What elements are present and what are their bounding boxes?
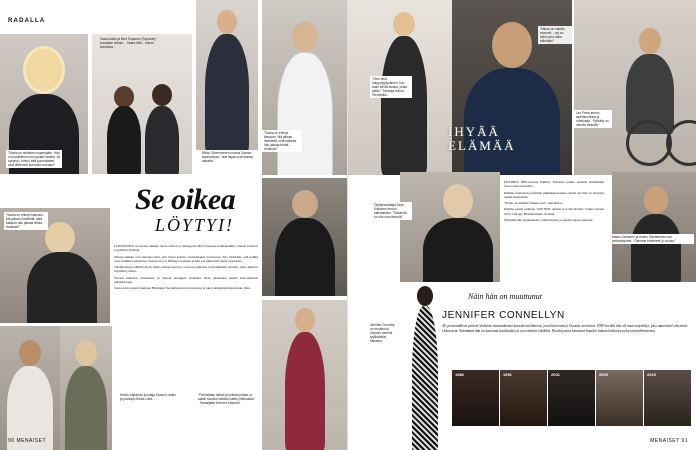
timeline-photo bbox=[644, 370, 691, 426]
photo-man-bike bbox=[574, 0, 696, 175]
timeline-photo bbox=[500, 370, 547, 426]
photo-body bbox=[423, 218, 493, 282]
paragraph: Kimmo pelasi urallaan 1108 NHL-ottelua ja voitti Stanley Cupin vuonna 2015 Chicago Blackhawksin riveissä. bbox=[504, 207, 604, 216]
timeline-year: 1991 bbox=[503, 372, 512, 377]
caption-man-grey: Marko Jantunen ja Antero Mertaranta ovat ystävystyneet. "Olemme tunteneet jo vuosia." bbox=[610, 234, 694, 244]
photo-body bbox=[631, 214, 681, 282]
paragraph: Kimmo tunnetaan parhaiten jääkiekkouraansa, mutta nyt hän on siirtynyt uusiin haasteisiin. bbox=[504, 190, 604, 199]
timeline-year: 2009 bbox=[599, 372, 608, 377]
right-page bbox=[348, 0, 696, 450]
caption-woman-red: "Olen aina huipputyytyväinen, kun saan tehdä asioita, joista pidän." Tanssija Minna Tervamäki... bbox=[370, 76, 412, 98]
photo-woman-red bbox=[262, 300, 348, 450]
photo-body bbox=[464, 68, 560, 175]
photo-head bbox=[393, 12, 415, 36]
timeline-photo bbox=[452, 370, 499, 426]
photo-head bbox=[417, 286, 433, 306]
paragraph: Tapahtumassa nähtiin myös muita tuttuja kasvoja. Lontoon juhlassa oli kymmeniä vieraita, jotka juhlivat myöhään yöhön. bbox=[114, 265, 258, 274]
page-folio-left: 90 MENAISET bbox=[8, 438, 47, 444]
caption-jennifer: Jennifer Connelly on muuttunut vuosien varrella tyylikkääksi naiseksi. bbox=[368, 322, 398, 344]
paragraph: Ohessa kaikki ovat tietoisia siitä, että Saara kohtaa vastustajansa Lontoossa. Nyt tiedetään, että kaikki ovat valmiina tukemaan. Saaran ura on lähtenyt nousuun ja hän saa jatkuvasti uusia tarjouksia. bbox=[114, 254, 258, 263]
sub-headline: Näin hän on muuttunut bbox=[468, 292, 543, 301]
timeline-photo bbox=[596, 370, 643, 426]
photo-body bbox=[275, 218, 335, 296]
photo-body bbox=[285, 332, 325, 450]
paragraph: ENTINEN NHL-pelaaja Kimmo Timonen puhuu uudesta elämästään Saara Aallon rinnalla. bbox=[504, 180, 604, 189]
headline: Se oikea bbox=[135, 183, 236, 216]
photo-head bbox=[75, 340, 97, 366]
photo-man-bottom bbox=[0, 326, 60, 450]
photo-woman-older bbox=[400, 172, 500, 282]
photo-head bbox=[217, 10, 237, 34]
photo-man-grey bbox=[612, 172, 696, 282]
article-body-right bbox=[504, 180, 604, 222]
caption-woman-older: Olympiavoittaja Tarja Kiiskinen kertoo elämästään. "Tärkeintä on olla oma itsensä." bbox=[372, 202, 412, 220]
headline-sub: LÖYTYI! bbox=[155, 215, 235, 235]
photo-body bbox=[205, 34, 249, 150]
photo-head bbox=[152, 84, 172, 106]
timeline-year: 2001 bbox=[551, 372, 560, 377]
caption-woman-right: "Saara on ehtinyt kasvuun. Mä jaksan ihmetellä, mitä kaikkea hän jaksaa tehdä... Huikeaa!" bbox=[262, 130, 302, 152]
paragraph: Vieraat kehuivat tunnelmaa ja Saaran energistä olemusta. Illan päätteeksi kaikki kokoontuivat yhteiskuvaan. bbox=[114, 275, 258, 285]
photo-body bbox=[381, 36, 427, 175]
photo-body bbox=[277, 52, 333, 175]
photo-jennifer-full bbox=[400, 282, 450, 450]
photo-head bbox=[292, 190, 318, 218]
feature-body: 49, persoonalliset piirteet yhdistää ensimmäisenä kauniin mielikuvan, jossa hän esiintyi Oscarin arvoisesti. 1980-luvulla hän oli nuori näyttelijä, joka tunnettiin Labyrintti-elokuvasta. Sittemmin hän on kasvanut kuuluisaksi ja arvostetuksi tähdeksi. Brooklynissa kasvanut Jennifer haluaa keskittyä nykyisin perheeseensä. bbox=[442, 324, 688, 333]
photo-head bbox=[644, 186, 668, 214]
paragraph: LONTOOSTA on tulossa huikea Saara Aallon ja managerin Meri Sopasen keikkapaikka. Naiset loistivat ja juhlivat yhdessä. bbox=[114, 244, 258, 253]
timeline-year: 2015 bbox=[647, 372, 656, 377]
photo-woman-bottom bbox=[60, 326, 112, 450]
timeline-year: 1986 bbox=[455, 372, 464, 377]
photo-head bbox=[23, 46, 65, 94]
caption-blonde-woman: "Saara on sellainen superstjärn. Hän on huolellinen tosi upealle asialla. Ja nykyisin, tuntuu että suomalaiset ovat lähteneet kunnolla mukaan!" bbox=[6, 150, 62, 168]
photo-head bbox=[295, 308, 315, 332]
photo-head bbox=[639, 28, 661, 54]
caption-man-bike: Leo Petra kertoo avoimuudesta ja urheilusta. "Pyöräily on minulle tärkeää." bbox=[574, 110, 612, 128]
caption-man-suit: Mikko Silvennoinen kuvitus Saaran tapahtumaa. "Isät hajaa ovat ihanaa katsella." bbox=[200, 150, 256, 164]
timeline-photo bbox=[548, 370, 595, 426]
photo-head bbox=[492, 22, 532, 68]
photo-older-woman bbox=[262, 178, 348, 296]
photo-head bbox=[114, 86, 134, 108]
photo-body bbox=[412, 306, 438, 450]
photo-head bbox=[45, 222, 75, 254]
photo-body bbox=[107, 106, 141, 174]
paragraph: Nykyään hän työskentelee valmentajana ja nauttii vapaa-ajastaan. bbox=[504, 218, 594, 223]
caption-woman-bottom: "Parhaillaan tanssi ja leikkaa juhlaa, ja kaikki muuttui meidän kaikki juhlinnasta." - Tanssijatar Hanna Lehtonen. bbox=[196, 392, 258, 406]
photo-body bbox=[27, 252, 97, 323]
photo-head bbox=[443, 184, 473, 218]
overlay-headline: IHYÄÄ ELÄMÄÄ bbox=[448, 124, 516, 153]
photo-two-women bbox=[92, 34, 192, 174]
photo-body bbox=[145, 106, 179, 174]
caption-man-blue: "Minua on katottu monesti... nyt on tullut uusi vaihe elämään!" bbox=[538, 26, 572, 44]
paragraph: "Perhe on minulle tärkein asia", hän kertoo. bbox=[504, 201, 564, 206]
caption-two-women: Saara Aalto ja Meri Sopanen (Sopanen) kuvataan hiukan... Saara kiitti... toinen kuudesta... bbox=[100, 37, 157, 49]
article-body bbox=[114, 244, 258, 291]
caption-man-bottom: Kiroilu-ohjelman juontaja Samuli Laukki ja juontaja Sirkka-Liisa... bbox=[118, 392, 178, 402]
photo-body bbox=[65, 366, 107, 450]
paragraph: Saara Aalto tapasi fanejaan Helsingin Stockmannin tavaratalossa ja jakoi nimikirjoituksia koko illan. bbox=[114, 286, 251, 291]
photo-head bbox=[19, 340, 41, 366]
page-folio-right: MENAISET 91 bbox=[650, 438, 688, 444]
feature-name: JENNIFER CONNELLYN bbox=[442, 310, 565, 321]
photo-man-suit bbox=[196, 0, 258, 150]
section-label: RADALLA bbox=[8, 18, 46, 24]
caption-woman-glasses: "Saara on ehtinyt kasvuun. Mä jaksan ihmetellä, mitä kaikkea hän jaksaa tehdä... Huikeaa!" bbox=[4, 212, 48, 230]
photo-head bbox=[292, 22, 318, 52]
